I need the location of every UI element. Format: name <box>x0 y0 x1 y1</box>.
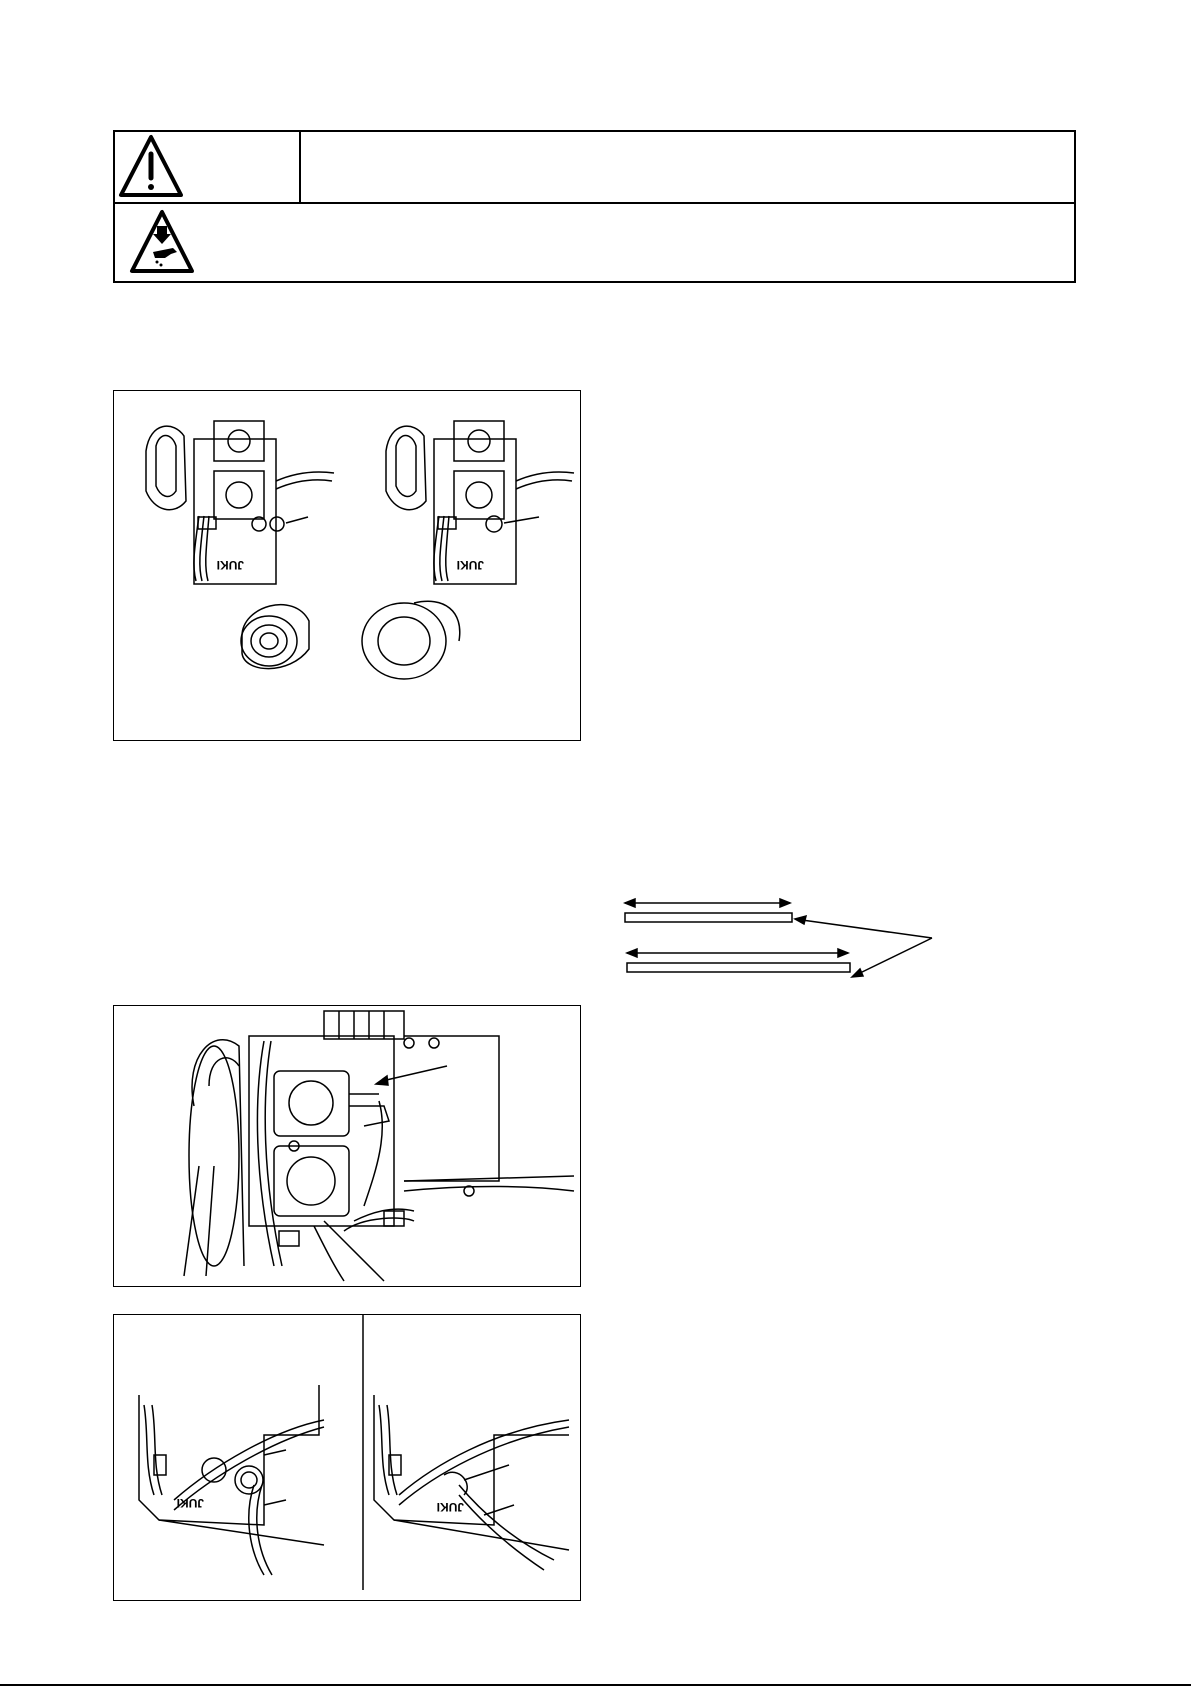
figure-valve-assembly <box>113 1005 581 1287</box>
figure-tube-routing <box>113 1314 581 1601</box>
figure1-right-logo: JUKI <box>456 558 484 572</box>
figure3-drawing <box>114 1315 580 1600</box>
figure1-left-logo: JUKI <box>216 558 244 572</box>
bottom-rule <box>0 1684 1191 1686</box>
figure1-drawing <box>114 391 580 740</box>
figure3-right-logo: JUKI <box>436 1500 464 1514</box>
tube-length-drawing <box>622 893 942 983</box>
figure2-drawing <box>114 1006 580 1286</box>
warning-box <box>113 130 1076 283</box>
tube-length-diagram <box>622 893 942 983</box>
hand-warning-row <box>115 204 1074 280</box>
caution-triangle-icon <box>115 132 301 202</box>
figure-rubber-plug-and-bushing <box>113 390 581 741</box>
hand-crush-warning-icon <box>115 204 301 280</box>
caution-icon-cell <box>115 132 301 202</box>
figure3-left-logo: JUKI <box>176 1496 204 1510</box>
caution-row <box>115 132 1074 204</box>
